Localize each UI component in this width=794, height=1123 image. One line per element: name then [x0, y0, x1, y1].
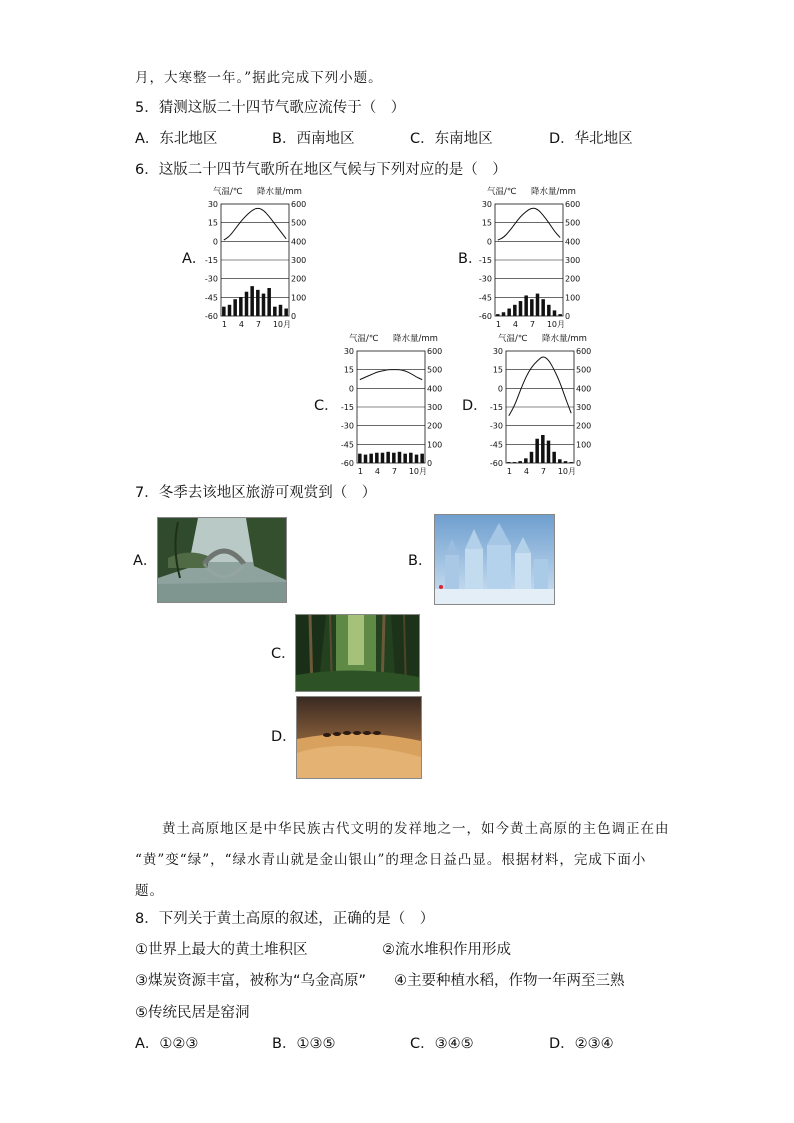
month-tick-label: 7 [529, 320, 535, 329]
precipitation-bar [222, 307, 226, 316]
precipitation-bar [386, 452, 390, 463]
climate-chart-d [481, 331, 599, 479]
temperature-tick-label: -15 [204, 256, 218, 265]
precipitation-tick-label: 500 [576, 365, 592, 375]
month-tick-label: 10月 [546, 320, 566, 329]
precipitation-tick-label: 400 [427, 384, 443, 394]
q7-option-b-label[interactable]: B． [408, 553, 433, 569]
precipitation-tick-label: 600 [565, 200, 581, 209]
intro-text: 月，大寒整一年。”据此完成下列小题。 [135, 70, 383, 86]
temperature-tick-label: 15 [343, 365, 354, 375]
precipitation-bar [535, 439, 539, 463]
precipitation-bar [569, 462, 573, 463]
precipitation-tick-label: 0 [576, 459, 582, 468]
q5-option-b[interactable]: B．西南地区 [272, 131, 355, 147]
precipitation-axis-label: 降水量/mm [257, 187, 302, 197]
climate-chart-c [332, 331, 450, 479]
precipitation-tick-label: 100 [291, 293, 307, 303]
month-tick-label: 1 [506, 467, 512, 476]
precipitation-bar [547, 305, 551, 316]
precipitation-axis-label: 降水量/mm [542, 334, 587, 344]
temperature-tick-label: -15 [478, 256, 492, 265]
temperature-axis-label: 气温/℃ [487, 187, 517, 197]
precipitation-bar [279, 305, 283, 316]
q8-option-a[interactable]: A．①②③ [135, 1036, 199, 1052]
precipitation-tick-label: 400 [565, 237, 581, 247]
precipitation-bar [536, 294, 540, 316]
temperature-tick-label: -45 [340, 440, 354, 450]
q8-statement-3: ③煤炭资源丰富，被称为“乌金高原” [135, 973, 367, 989]
temperature-tick-label: 0 [212, 237, 218, 247]
precipitation-bar [403, 454, 407, 463]
passage-line-1: 黄土高原地区是中华民族古代文明的发祥地之一，如今黄土高原的主色调正在由 [162, 821, 670, 837]
q8-option-b[interactable]: B．①③⑤ [272, 1036, 336, 1052]
temperature-tick-label: 30 [481, 200, 492, 209]
month-tick-label: 4 [238, 320, 244, 329]
precipitation-bar [541, 435, 545, 463]
precipitation-bar [558, 314, 562, 316]
question-8-stem: 8．下列关于黄土高原的叙述，正确的是（ ） [135, 911, 435, 927]
precipitation-bar [409, 453, 413, 463]
precipitation-bar [513, 305, 517, 316]
temperature-tick-label: 0 [497, 384, 503, 394]
temperature-tick-label: -45 [489, 440, 503, 450]
photo-ice-castle[interactable] [434, 514, 555, 605]
month-tick-label: 7 [255, 320, 261, 329]
temperature-tick-label: -45 [204, 293, 218, 303]
month-tick-label: 1 [221, 320, 227, 329]
precipitation-bar [530, 299, 534, 316]
precipitation-tick-label: 600 [576, 347, 592, 356]
precipitation-bar [375, 453, 379, 463]
month-tick-label: 1 [357, 467, 363, 476]
climate-chart-svg [481, 331, 599, 479]
question-7-stem: 7．冬季去该地区旅游可观赏到（ ） [135, 485, 377, 501]
precipitation-tick-label: 300 [427, 403, 443, 412]
precipitation-tick-label: 100 [427, 440, 443, 450]
precipitation-tick-label: 300 [291, 256, 307, 265]
temperature-tick-label: 15 [492, 365, 503, 375]
precipitation-bar [513, 462, 517, 463]
q5-option-d[interactable]: D．华北地区 [549, 131, 633, 147]
precipitation-tick-label: 500 [427, 365, 443, 375]
precipitation-tick-label: 200 [576, 421, 592, 431]
temperature-tick-label: -15 [489, 403, 503, 412]
precipitation-tick-label: 200 [427, 421, 443, 431]
precipitation-bar [547, 441, 551, 463]
temperature-tick-label: -30 [204, 274, 218, 284]
temperature-tick-label: 15 [207, 218, 218, 228]
q8-statement-4: ④主要种植水稻，作物一年两至三熟 [394, 973, 625, 989]
temperature-tick-label: -30 [489, 421, 503, 431]
precipitation-tick-label: 100 [576, 440, 592, 450]
precipitation-bar [245, 292, 249, 316]
month-tick-label: 4 [374, 467, 380, 476]
temperature-tick-label: 30 [207, 200, 218, 209]
temperature-tick-label: -60 [340, 459, 354, 468]
photo-stone-bridge-garden[interactable] [157, 517, 287, 603]
precipitation-bar [273, 307, 277, 316]
temperature-tick-label: 0 [486, 237, 492, 247]
temperature-tick-label: -60 [204, 312, 218, 321]
precipitation-tick-label: 600 [291, 200, 307, 209]
precipitation-bar [392, 453, 396, 463]
precipitation-bar [518, 461, 522, 463]
climate-chart-svg [470, 184, 588, 332]
precipitation-tick-label: 300 [576, 403, 592, 412]
precipitation-bar [381, 453, 385, 463]
precipitation-bar [250, 286, 254, 316]
precipitation-bar [267, 288, 271, 316]
precipitation-bar [524, 458, 528, 463]
precipitation-bar [541, 299, 545, 316]
q8-statement-5: ⑤传统民居是窑洞 [135, 1005, 250, 1021]
precipitation-bar [369, 454, 373, 463]
temperature-tick-label: -15 [340, 403, 354, 412]
q8-option-d[interactable]: D．②③④ [549, 1036, 614, 1052]
temperature-tick-label: -45 [478, 293, 492, 303]
precipitation-tick-label: 600 [427, 347, 443, 356]
precipitation-bar [524, 295, 528, 316]
temperature-axis-label: 气温/℃ [213, 187, 243, 197]
passage-line-3: 题。 [135, 883, 164, 899]
q8-statement-1: ①世界上最大的黄土堆积区 [135, 942, 308, 958]
month-tick-label: 7 [391, 467, 397, 476]
month-tick-label: 10月 [272, 320, 292, 329]
precipitation-tick-label: 400 [291, 237, 307, 247]
temperature-tick-label: -60 [489, 459, 503, 468]
month-tick-label: 7 [540, 467, 546, 476]
temperature-curve [224, 208, 286, 240]
precipitation-bar [228, 305, 232, 316]
temperature-curve [360, 370, 422, 380]
precipitation-bar [496, 314, 500, 316]
question-6-stem: 6．这版二十四节气歌所在地区气候与下列对应的是（ ） [135, 162, 507, 178]
temperature-tick-label: 15 [481, 218, 492, 228]
precipitation-axis-label: 降水量/mm [393, 334, 438, 344]
precipitation-bar [558, 459, 562, 463]
climate-chart-b [470, 184, 588, 332]
precipitation-bar [398, 452, 402, 463]
month-tick-label: 4 [523, 467, 529, 476]
precipitation-bar [284, 309, 288, 316]
precipitation-tick-label: 0 [565, 312, 571, 321]
q8-option-c[interactable]: C．③④⑤ [410, 1036, 474, 1052]
month-tick-label: 1 [495, 320, 501, 329]
precipitation-tick-label: 0 [291, 312, 297, 321]
q6-option-b-label[interactable]: B． [458, 251, 483, 267]
precipitation-bar [530, 452, 534, 463]
climate-chart-svg [332, 331, 450, 479]
q7-option-d-label[interactable]: D． [271, 729, 297, 745]
month-tick-label: 10月 [408, 467, 428, 476]
q6-option-d-label[interactable]: D． [462, 398, 488, 414]
month-tick-label: 10月 [557, 467, 577, 476]
precipitation-bar [553, 310, 557, 316]
precipitation-bar [262, 294, 266, 316]
passage-line-2: “黄”变“绿”，“绿水青山就是金山银山”的理念日益凸显。根据材料，完成下面小 [135, 852, 647, 868]
precipitation-bar [233, 299, 237, 316]
precipitation-tick-label: 100 [565, 293, 581, 303]
precipitation-bar [552, 452, 556, 463]
precipitation-tick-label: 500 [565, 218, 581, 228]
precipitation-tick-label: 500 [291, 218, 307, 228]
temperature-tick-label: 30 [343, 347, 354, 356]
q6-option-a-label[interactable]: A． [182, 251, 207, 267]
q7-option-a-label[interactable]: A． [133, 553, 158, 569]
climate-chart-a [196, 184, 314, 332]
month-tick-label: 4 [512, 320, 518, 329]
temperature-tick-label: 30 [492, 347, 503, 356]
q6-option-c-label[interactable]: C． [314, 398, 339, 414]
climate-chart-svg [196, 184, 314, 332]
precipitation-tick-label: 200 [291, 274, 307, 284]
precipitation-bar [256, 290, 260, 316]
precipitation-bar [507, 309, 511, 316]
temperature-curve [498, 208, 560, 240]
precipitation-tick-label: 0 [427, 459, 433, 468]
photo-rainforest[interactable] [295, 614, 420, 692]
precipitation-tick-label: 400 [576, 384, 592, 394]
precipitation-bar [420, 454, 424, 463]
q8-statement-2: ②流水堆积作用形成 [382, 942, 511, 958]
q7-option-c-label[interactable]: C． [271, 646, 296, 662]
precipitation-tick-label: 300 [565, 256, 581, 265]
question-5-stem: 5．猜测这版二十四节气歌应流传于（ ） [135, 100, 406, 116]
precipitation-bar [239, 297, 243, 316]
precipitation-tick-label: 200 [565, 274, 581, 284]
precipitation-bar [507, 462, 511, 463]
q5-option-c[interactable]: C．东南地区 [410, 131, 493, 147]
temperature-axis-label: 气温/℃ [349, 334, 379, 344]
temperature-tick-label: -30 [340, 421, 354, 431]
precipitation-bar [358, 454, 362, 463]
precipitation-axis-label: 降水量/mm [531, 187, 576, 197]
precipitation-bar [564, 461, 568, 463]
precipitation-bar [364, 455, 368, 463]
q5-option-a[interactable]: A．东北地区 [135, 131, 218, 147]
temperature-tick-label: -30 [478, 274, 492, 284]
temperature-tick-label: 0 [348, 384, 354, 394]
precipitation-bar [519, 301, 523, 316]
temperature-axis-label: 气温/℃ [498, 334, 528, 344]
temperature-tick-label: -60 [478, 312, 492, 321]
photo-desert-camels[interactable] [296, 696, 422, 779]
precipitation-bar [502, 312, 506, 316]
precipitation-bar [415, 455, 419, 463]
